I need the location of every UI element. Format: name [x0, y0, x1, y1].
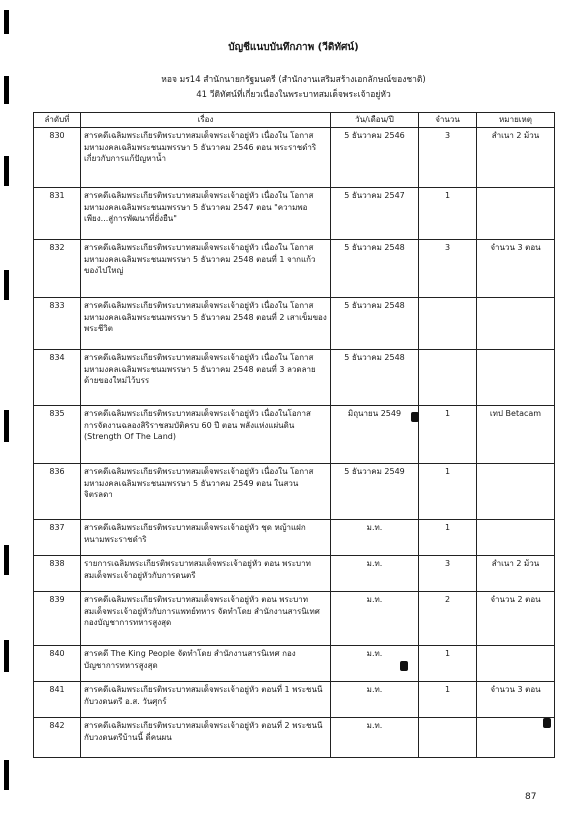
row-title: รายการเฉลิมพระเกียรติพระบาทสมเด็จพระเจ้าอยู่หัว ตอน พระบาทสมเด็จพระเจ้าอยู่หัวกับการดนตรี [81, 556, 331, 592]
row-note: สำเนา 2 ม้วน [477, 556, 555, 592]
table-row [34, 646, 555, 682]
margin-mark [4, 270, 9, 300]
row-title: สารคดีเฉลิมพระเกียรติพระบาทสมเด็จพระเจ้าอยู่หัว ตอนที่ 2 พระชนนี กับวงดนตรีบ้านนี้ ดี่คนผน [81, 718, 331, 758]
margin-mark [4, 545, 9, 575]
row-title: สารคดีเฉลิมพระเกียรติพระบาทสมเด็จพระเจ้าอยู่หัว เนื่องใน โอกาสมหามงคลเฉลิมพระชนมพรรษา 5 ธันวาคม 2548 ตอนที่ 2 เสาเข็มของพระชีวิต [81, 298, 331, 350]
row-date: 5 ธันวาคม 2548 [331, 350, 419, 406]
table-row [34, 520, 555, 556]
row-qty: 1 [419, 646, 477, 682]
row-qty [419, 718, 477, 758]
row-no: 835 [34, 406, 81, 464]
row-date: ม.ท. [331, 682, 419, 718]
table-row [34, 406, 555, 464]
row-date: ม.ท. [331, 520, 419, 556]
margin-mark [4, 640, 9, 672]
scan-smudge [411, 412, 419, 422]
row-no: 836 [34, 464, 81, 520]
margin-mark [4, 410, 9, 442]
row-note [477, 350, 555, 406]
row-title: สารคดีเฉลิมพระเกียรติพระบาทสมเด็จพระเจ้าอยู่หัว เนื่องในโอกาส การจัดงานฉลองสิริราชสมบัติครบ 60 ปี ตอน พลังแห่งแผ่นดิน (Strength Of The Land) [81, 406, 331, 464]
row-note: จำนวน 3 ตอน [477, 240, 555, 298]
table-row [34, 592, 555, 646]
table-row [34, 682, 555, 718]
row-title: สารคดีเฉลิมพระเกียรติพระบาทสมเด็จพระเจ้าอยู่หัว เนื่องใน โอกาสมหามงคลเฉลิมพระชนมพรรษา 5 ธันวาคม 2547 ตอน "ความพอเพียง...สู่การพัฒนาที่ยั่งยืน" [81, 188, 331, 240]
table-row [34, 128, 555, 188]
table-header-row [34, 113, 555, 128]
row-date: ม.ท. [331, 718, 419, 758]
row-title: สารคดีเฉลิมพระเกียรติพระบาทสมเด็จพระเจ้าอยู่หัว ตอน พระบาทสมเด็จพระเจ้าอยู่หัวกับการแพทย์ทหาร จัดทำโดย สำนักงานสารนิเทศ กองบัญชาการทหารสูงสุด [81, 592, 331, 646]
table-row [34, 240, 555, 298]
row-title: สารคดีเฉลิมพระเกียรติพระบาทสมเด็จพระเจ้าอยู่หัว ชุด หญ้าแฝก หนามพระราชดำริ [81, 520, 331, 556]
row-qty [419, 298, 477, 350]
row-note [477, 520, 555, 556]
row-qty: 1 [419, 682, 477, 718]
row-date: 5 ธันวาคม 2547 [331, 188, 419, 240]
row-date: 5 ธันวาคม 2548 [331, 298, 419, 350]
row-no: 841 [34, 682, 81, 718]
table-row [34, 298, 555, 350]
table-row [34, 718, 555, 758]
column-header-qty: จำนวน [419, 113, 477, 128]
column-header-date: วัน/เดือน/ปี [331, 113, 419, 128]
row-qty: 2 [419, 592, 477, 646]
page-number: 87 [525, 792, 537, 802]
row-date: ม.ท. [331, 646, 419, 682]
row-no: 842 [34, 718, 81, 758]
row-title: สารคดี The King People จัดทำโดย สำนักงานสารนิเทศ กองบัญชาการทหารสูงสุด [81, 646, 331, 682]
margin-mark [4, 10, 9, 34]
row-qty: 1 [419, 464, 477, 520]
row-qty: 1 [419, 406, 477, 464]
series-heading: 41 วีดิทัศน์ที่เกี่ยวเนื่องในพระบาทสมเด็จพระเจ้าอยู่หัว [196, 90, 391, 100]
row-title: สารคดีเฉลิมพระเกียรติพระบาทสมเด็จพระเจ้าอยู่หัว ตอนที่ 1 พระชนนี กับวงดนตรี อ.ส. วันศุกร์ [81, 682, 331, 718]
row-qty [419, 350, 477, 406]
row-date: มิถุนายน 2549 [331, 406, 419, 464]
table-row [34, 188, 555, 240]
scan-smudge [543, 718, 551, 728]
row-no: 838 [34, 556, 81, 592]
row-no: 833 [34, 298, 81, 350]
row-qty: 3 [419, 240, 477, 298]
row-note [477, 188, 555, 240]
row-title: สารคดีเฉลิมพระเกียรติพระบาทสมเด็จพระเจ้าอยู่หัว เนื่องใน โอกาสมหามงคลเฉลิมพระชนมพรรษา 5 ธันวาคม 2548 ตอนที่ 3 ลวดลายด้ายของใหม่ไว้บรร [81, 350, 331, 406]
row-date: 5 ธันวาคม 2549 [331, 464, 419, 520]
row-date: 5 ธันวาคม 2548 [331, 240, 419, 298]
row-title: สารคดีเฉลิมพระเกียรติพระบาทสมเด็จพระเจ้าอยู่หัว เนื่องใน โอกาสมหามงคลเฉลิมพระชนมพรรษา 5 ธันวาคม 2548 ตอนที่ 1 จากแก้วของไปใหญ่ [81, 240, 331, 298]
row-note [477, 298, 555, 350]
row-title: สารคดีเฉลิมพระเกียรติพระบาทสมเด็จพระเจ้าอยู่หัว เนื่องใน โอกาสมหามงคลเฉลิมพระชนมพรรษา 5 ธันวาคม 2546 ตอน พระราชดำริเกี่ยวกับการแก้ปัญหาน้ำ [81, 128, 331, 188]
row-no: 840 [34, 646, 81, 682]
margin-mark [4, 760, 9, 790]
document-title: บัญชีแนบบันทึกภาพ (วีดิทัศน์) [228, 42, 359, 53]
inventory-table [33, 112, 555, 758]
row-note: สำเนา 2 ม้วน [477, 128, 555, 188]
table-row [34, 556, 555, 592]
row-note: เทป Betacam [477, 406, 555, 464]
division-heading: หอจ มร14 สำนักนายกรัฐมนตรี (สำนักงานเสริมสร้างเอกลักษณ์ของชาติ) [161, 75, 426, 85]
column-header-no: ลำดับที่ [34, 113, 81, 128]
row-note [477, 464, 555, 520]
column-header-title: เรื่อง [81, 113, 331, 128]
row-date: ม.ท. [331, 556, 419, 592]
margin-mark [4, 156, 9, 186]
row-no: 837 [34, 520, 81, 556]
row-no: 831 [34, 188, 81, 240]
row-qty: 1 [419, 520, 477, 556]
row-no: 830 [34, 128, 81, 188]
row-note [477, 646, 555, 682]
table-row [34, 350, 555, 406]
row-no: 832 [34, 240, 81, 298]
row-no: 834 [34, 350, 81, 406]
row-qty: 1 [419, 188, 477, 240]
row-qty: 3 [419, 556, 477, 592]
row-note: จำนวน 2 ตอน [477, 592, 555, 646]
row-date: ม.ท. [331, 592, 419, 646]
row-title: สารคดีเฉลิมพระเกียรติพระบาทสมเด็จพระเจ้าอยู่หัว เนื่องใน โอกาสมหามงคลเฉลิมพระชนมพรรษา 5 ธันวาคม 2549 ตอน ในสวนจิตรลดา [81, 464, 331, 520]
row-note: จำนวน 3 ตอน [477, 682, 555, 718]
row-qty: 3 [419, 128, 477, 188]
table-row [34, 464, 555, 520]
column-header-note: หมายเหตุ [477, 113, 555, 128]
row-date: 5 ธันวาคม 2546 [331, 128, 419, 188]
row-no: 839 [34, 592, 81, 646]
scan-smudge [400, 661, 408, 671]
